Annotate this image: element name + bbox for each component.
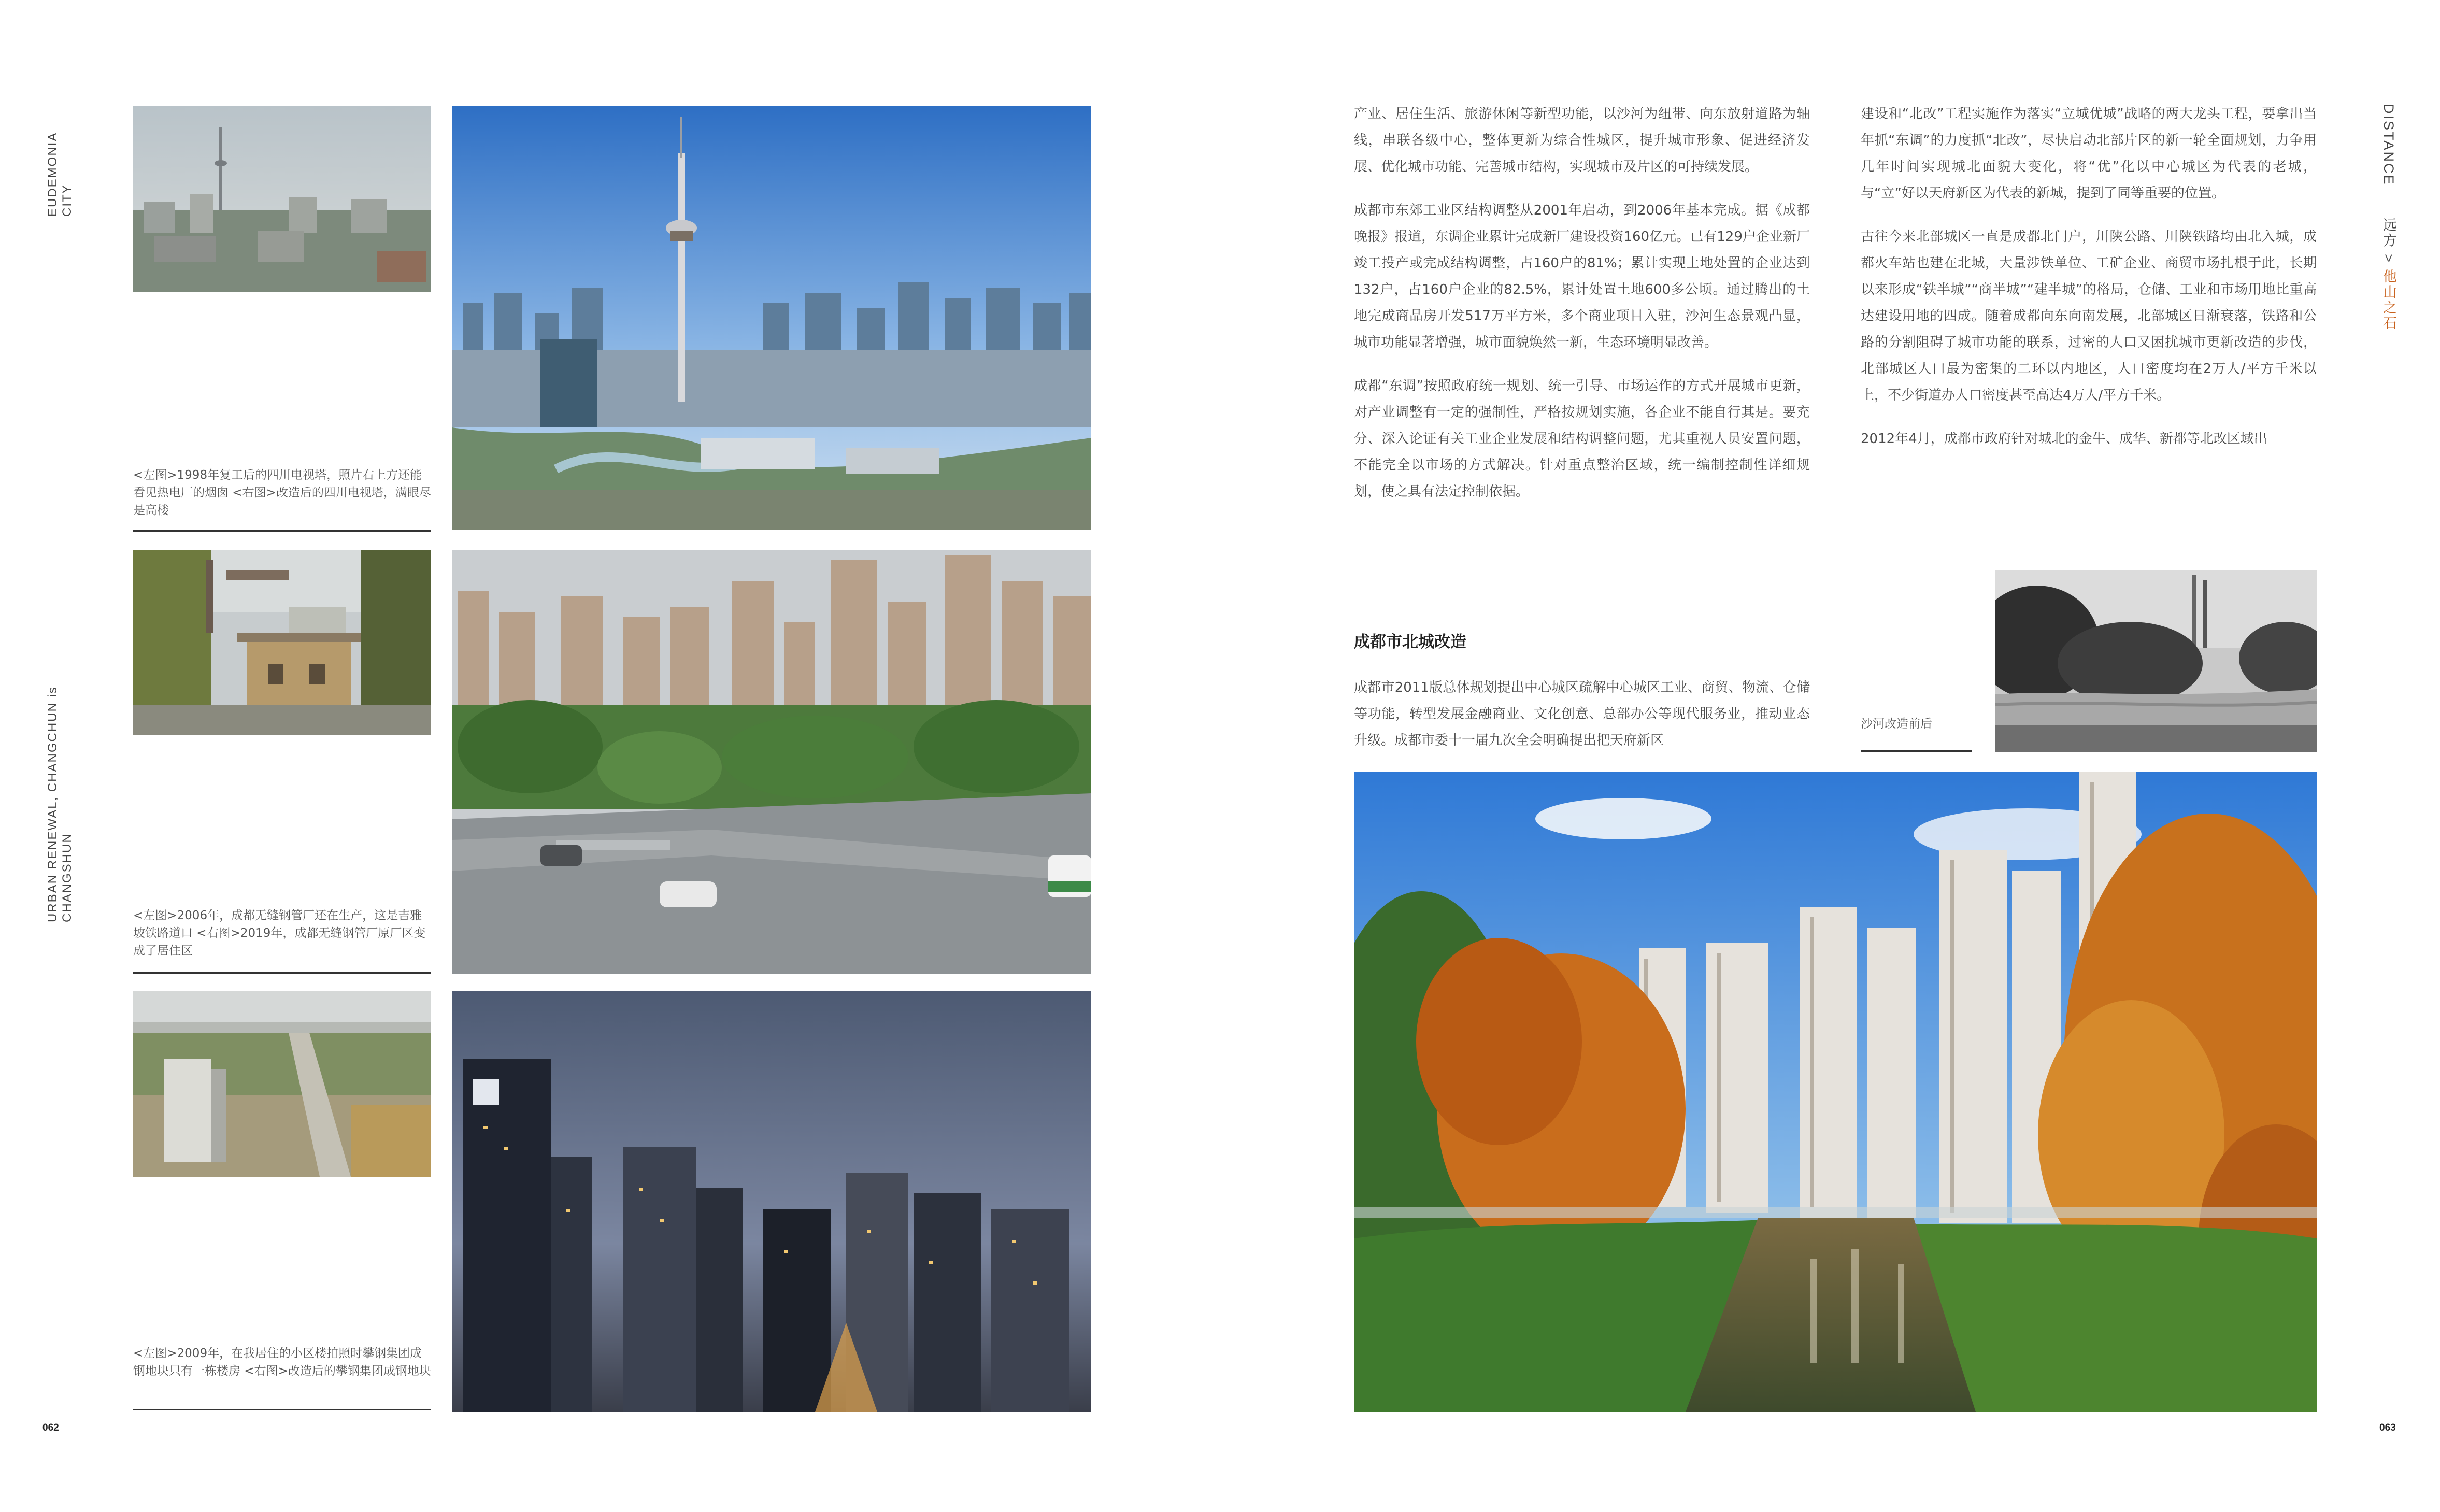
paragraph: 产业、居住生活、旅游休闲等新型功能，以沙河为纽带、向东放射道路为轴线，串联各级中心，整体更新为综合性城区，提升城市形象、促进经济发展、优化城市功能、完善城市结构，实现城市及片区的可持续发展。	[1354, 106, 1810, 175]
paragraph: 成都“东调”按照政府统一规划、统一引导、市场运作的方式开展城市更新，对产业调整有一定的强制性，严格按规划实施，各企业不能自行其是。要充分、深入论证有关工业企业发展和结构调整问题，尤其重视人员安置问题，不能完全以市场的方式解决。针对重点整治区域，统一编制控制性详细规划，使之具有法定控制依据。	[1354, 378, 1810, 500]
side-label-distance-en: DISTANCE	[2381, 104, 2396, 186]
caption-1: <左图>1998年复工后的四川电视塔，照片右上方还能看见热电厂的烟囱 <右图>改造后的四川电视塔，满眼尽是高楼	[133, 468, 431, 517]
side-label-urban-renewal: URBAN RENEWAL, CHANGCHUN is CHANGSHUN	[46, 686, 74, 922]
page-number-left: 062	[42, 1422, 59, 1433]
caption-4: 沙河改造前后	[1861, 717, 1932, 731]
caption-4-rule	[1861, 750, 1972, 752]
photo-sha-river-after	[1354, 772, 2317, 1412]
caption-3-rule	[133, 1409, 431, 1410]
side-label-separator: >	[2381, 254, 2396, 264]
paragraph: 2012年4月，成都市政府针对城北的金牛、成华、新都等北改区域出	[1861, 431, 2267, 447]
paragraph: 成都市东郊工业区结构调整从2001年启动，到2006年基本完成。据《成都晚报》报道，东调企业累计完成新厂建设投资160亿元。已有129户企业新厂竣工投产或完成结构调整，占160户的81%；累计实现土地处置的企业达到132户，占160户企业的82.5%，累计处置土地600多公顷。通过腾出的土地完成商品房开发517万平方米，多个商业项目入驻，沙河生态景观凸显，城市功能显著增强，城市面貌焕然一新，生态环境明显改善。	[1354, 203, 1810, 350]
section-heading-north-city: 成都市北城改造	[1354, 633, 1466, 651]
side-label-distance-cn: 远方	[2381, 217, 2396, 249]
photo-2006-steel-factory	[133, 550, 431, 735]
article-column-2	[1861, 101, 2317, 469]
paragraph: 建设和“北改”工程实施作为落实“立城优城”战略的两大龙头工程，要拿出当年抓“东调”的力度抓“北改”，尽快启动北部片区的新一轮全面规划，力争用几年时间实现城北面貌大变化，将“优”化以中心城区为代表的老城，与“立”好以天府新区为代表的新城，提到了同等重要的位置。	[1861, 106, 2317, 201]
article-column-1-continued	[1354, 675, 1810, 771]
photo-sha-river-before	[1995, 570, 2317, 752]
side-label-eudemonia: EUDEMONIA CITY	[46, 132, 74, 217]
photo-1998-tv-tower	[133, 106, 431, 292]
article-column-1	[1354, 101, 1810, 522]
caption-2: <左图>2006年，成都无缝钢管厂还在生产，这是吉雅坡铁路道口 <右图>2019年，成都无缝钢管厂原厂区变成了居住区	[133, 909, 426, 958]
paragraph: 成都市2011版总体规划提出中心城区疏解中心城区工业、商贸、物流、仓储等功能，转型发展金融商业、文化创意、总部办公等现代服务业，推动业态升级。成都市委十一届九次全会明确提出把天府新区	[1354, 680, 1810, 748]
photo-2019-residential	[452, 550, 1091, 974]
photo-2009-land-plot	[133, 991, 431, 1177]
side-label-distance	[2381, 104, 2395, 342]
page-number-right: 063	[2379, 1422, 2396, 1433]
caption-2-rule	[133, 972, 431, 974]
caption-3: <左图>2009年，在我居住的小区楼拍照时攀钢集团成钢地块只有一栋楼房 <右图>改造后的攀钢集团成钢地块	[133, 1347, 431, 1378]
side-label-section: 他山之石	[2381, 269, 2396, 332]
photo-2019-tv-tower	[452, 106, 1091, 530]
photo-panzhihua-night	[452, 991, 1091, 1412]
paragraph: 古往今来北部城区一直是成都北门户，川陕公路、川陕铁路均由北入城，成都火车站也建在北城，大量涉铁单位、工矿企业、商贸市场扎根于此，长期以来形成“铁半城”“商半城”“建半城”的格局，仓储、工业和市场用地比重高达建设用地的四成。随着成都向东向南发展，北部城区日渐衰落，铁路和公路的分割阻碍了城市功能的联系，过密的人口又困扰城市更新改造的步伐，北部城区人口最为密集的二环以内地区，人口密度均在2万人/平方千米以上，不少街道办人口密度甚至高达4万人/平方千米。	[1861, 229, 2317, 403]
caption-1-rule	[133, 530, 431, 532]
